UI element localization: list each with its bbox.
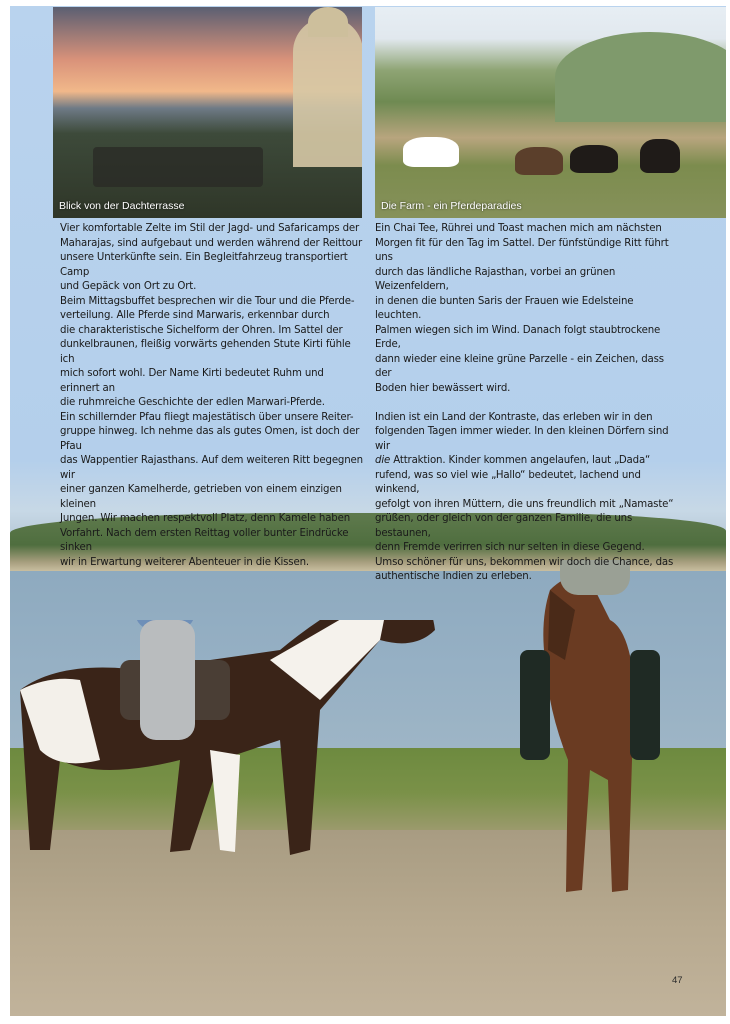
text-line: Vier komfortable Zelte im Stil der Jagd- und Safaricamps der xyxy=(60,223,360,234)
text-line: dunkelbraunen, fleißig vorwärts gehenden Stute Kirti fühle ich xyxy=(60,339,351,365)
text-line: Jungen. Wir machen respektvoll Platz, denn Kamele haben xyxy=(60,513,351,524)
photo-farm-horses xyxy=(375,7,726,218)
text-line: unsere Unterkünfte sein. Ein Begleitfahrzeug transportiert Camp xyxy=(60,252,348,278)
text-line: Ein schillernder Pfau fliegt majestätisch über unsere Reiter- xyxy=(60,411,354,423)
text-line: und Gepäck von Ort zu Ort. xyxy=(60,281,197,292)
terrace-furniture xyxy=(93,147,263,187)
text-line-rest: Attraktion. Kinder kommen angelaufen, laut „Dada“ xyxy=(390,455,651,466)
emphasis-word: die xyxy=(375,455,391,466)
text-line: Ein Chai Tee, Rührei und Toast machen mich am nächsten xyxy=(375,223,662,234)
text-line: gruppe hinweg. Ich nehme das als gutes Omen, ist doch der Pfau xyxy=(60,426,360,452)
text-line: grüßen, oder gleich von der ganzen Familie, die uns bestaunen, xyxy=(375,513,633,539)
hill-shape xyxy=(555,32,726,122)
text-line: Morgen fit für den Tag im Sattel. Der fünfstündige Ritt führt uns xyxy=(375,237,669,263)
pinto-horse-with-rider xyxy=(20,620,440,860)
text-line: das Wappentier Rajasthans. Auf dem weiteren Ritt begegnen wir xyxy=(60,455,363,481)
page-number: 47 xyxy=(672,975,683,986)
text-line: Vorfahrt. Nach dem ersten Reittag voller bunter Eindrücke sinken xyxy=(60,527,349,553)
horse-figure xyxy=(570,145,618,173)
photo-caption-left: Blick von der Dachterrasse xyxy=(59,200,185,212)
horse-figure xyxy=(640,139,680,173)
text-line: einer ganzen Kamelherde, getrieben von einem einzigen kleinen xyxy=(60,484,342,510)
text-line: verteilung. Alle Pferde sind Marwaris, erkennbar durch xyxy=(60,310,330,321)
bay-horse-with-rider xyxy=(520,560,660,920)
photo-rooftop-terrace xyxy=(53,7,362,218)
text-line: gefolgt von ihren Müttern, die uns freundlich mit „Namaste“ xyxy=(375,498,674,510)
text-line: folgenden Tagen immer wieder. In den kleinen Dörfern sind wir xyxy=(375,426,669,452)
text-line: Beim Mittagsbuffet besprechen wir die Tour und die Pferde- xyxy=(60,295,355,307)
dome-shape xyxy=(308,7,348,37)
text-line: durch das ländliche Rajasthan, vorbei an grünen Weizenfeldern, xyxy=(375,266,616,292)
article-column-left xyxy=(60,222,363,570)
text-line: Indien ist ein Land der Kontraste, das erleben wir in den xyxy=(375,411,653,423)
horse-figure xyxy=(515,147,563,175)
text-line: rufend, was so viel wie „Hallo“ bedeutet, lachend und winkend, xyxy=(375,469,641,495)
text-line: Palmen wiegen sich im Wind. Danach folgt staubtrockene Erde, xyxy=(375,324,661,350)
text-line-emphasis xyxy=(375,454,678,469)
text-line: Boden hier bewässert wird. xyxy=(375,382,511,394)
article-column-right xyxy=(375,222,678,585)
text-line: denn Fremde verirren sich nur selten in diese Gegend. xyxy=(375,542,645,553)
text-line: Maharajas, sind aufgebaut und werden während der Reittour xyxy=(60,237,363,249)
paragraph-gap xyxy=(375,396,678,411)
text-line: wir in Erwartung weiterer Abenteuer in die Kissen. xyxy=(60,556,309,568)
text-line: die ruhmreiche Geschichte der edlen Marwari-Pferde. xyxy=(60,397,325,408)
text-line: in denen die bunten Saris der Frauen wie Edelsteine leuchten. xyxy=(375,295,634,321)
pavilion-shape xyxy=(293,17,362,167)
photo-caption-right: Die Farm - ein Pferdeparadies xyxy=(381,200,522,212)
text-line: die charakteristische Sichelform der Ohren. Im Sattel der xyxy=(60,324,343,336)
text-line: dann wieder eine kleine grüne Parzelle - ein Zeichen, dass der xyxy=(375,353,664,379)
text-line: authentische Indien zu erleben. xyxy=(375,571,532,582)
text-line: Umso schöner für uns, bekommen wir doch die Chance, das xyxy=(375,556,674,568)
text-line: mich sofort wohl. Der Name Kirti bedeutet Ruhm und erinnert an xyxy=(60,368,324,394)
horse-figure xyxy=(403,137,459,167)
